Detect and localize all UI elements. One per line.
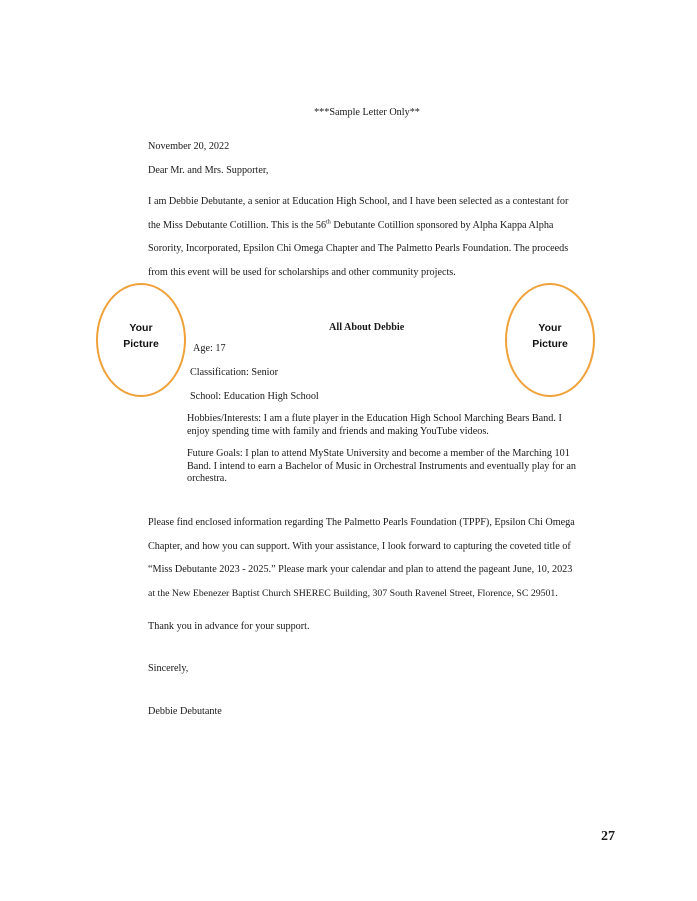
- intro-line-1: I am Debbie Debutante, a senior at Education High School, and I have been selected as a contestant for: [148, 196, 569, 207]
- closing-line-3: “Miss Debutante 2023 - 2025.” Please mark your calendar and plan to attend the pageant June, 10, 2023: [148, 564, 573, 575]
- letter-date: November 20, 2022: [148, 141, 230, 152]
- closing-line-2: Chapter, and how you can support. With your assistance, I look forward to capturing the coveted title of: [148, 541, 571, 552]
- thanks-line: Thank you in advance for your support.: [148, 621, 310, 632]
- picture-label-left: [96, 320, 186, 352]
- picture-label-right-line2: Picture: [532, 338, 568, 350]
- intro-line-2-after: Debutante Cotillion sponsored by Alpha Kappa Alpha: [330, 220, 554, 231]
- intro-line-3: Sorority, Incorporated, Epsilon Chi Omega Chapter and The Palmetto Pearls Foundation. The proceeds: [148, 243, 569, 254]
- about-heading: All About Debbie: [329, 322, 405, 333]
- signature: Debbie Debutante: [148, 706, 222, 717]
- signoff: Sincerely,: [148, 663, 189, 674]
- picture-label-left-line1: Your: [129, 322, 153, 334]
- ordinal-suffix: th: [326, 219, 331, 226]
- intro-line-4: from this event will be used for scholarships and other community projects.: [148, 267, 456, 278]
- picture-label-left-line2: Picture: [123, 338, 159, 350]
- salutation: Dear Mr. and Mrs. Supporter,: [148, 165, 269, 176]
- sample-notice: ***Sample Letter Only**: [314, 107, 420, 118]
- intro-line-2: [148, 220, 553, 231]
- about-age: Age: 17: [193, 343, 226, 354]
- about-goals: Future Goals: I plan to attend MyState University and become a member of the Marching 101 Band. I intend to earn a Bachelor of Music in Orchestral Instruments and eventually play for an orchestra.: [187, 448, 576, 484]
- about-school: School: Education High School: [190, 391, 319, 402]
- about-classification: Classification: Senior: [190, 367, 278, 378]
- intro-line-2-before: the Miss Debutante Cotillion. This is the 56: [148, 220, 327, 231]
- closing-line-1: Please find enclosed information regarding The Palmetto Pearls Foundation (TPPF), Epsilon Chi Omega: [148, 517, 575, 528]
- about-hobbies: Hobbies/Interests: I am a flute player in the Education High School Marching Bears Band. I enjoy spending time with family and friends and making YouTube videos.: [187, 413, 562, 437]
- picture-label-right: [505, 320, 595, 352]
- closing-line-4: at the New Ebenezer Baptist Church SHEREC Building, 307 South Ravenel Street, Florence, SC 29501.: [148, 588, 558, 599]
- page-number: 27: [601, 829, 615, 844]
- picture-label-right-line1: Your: [538, 322, 562, 334]
